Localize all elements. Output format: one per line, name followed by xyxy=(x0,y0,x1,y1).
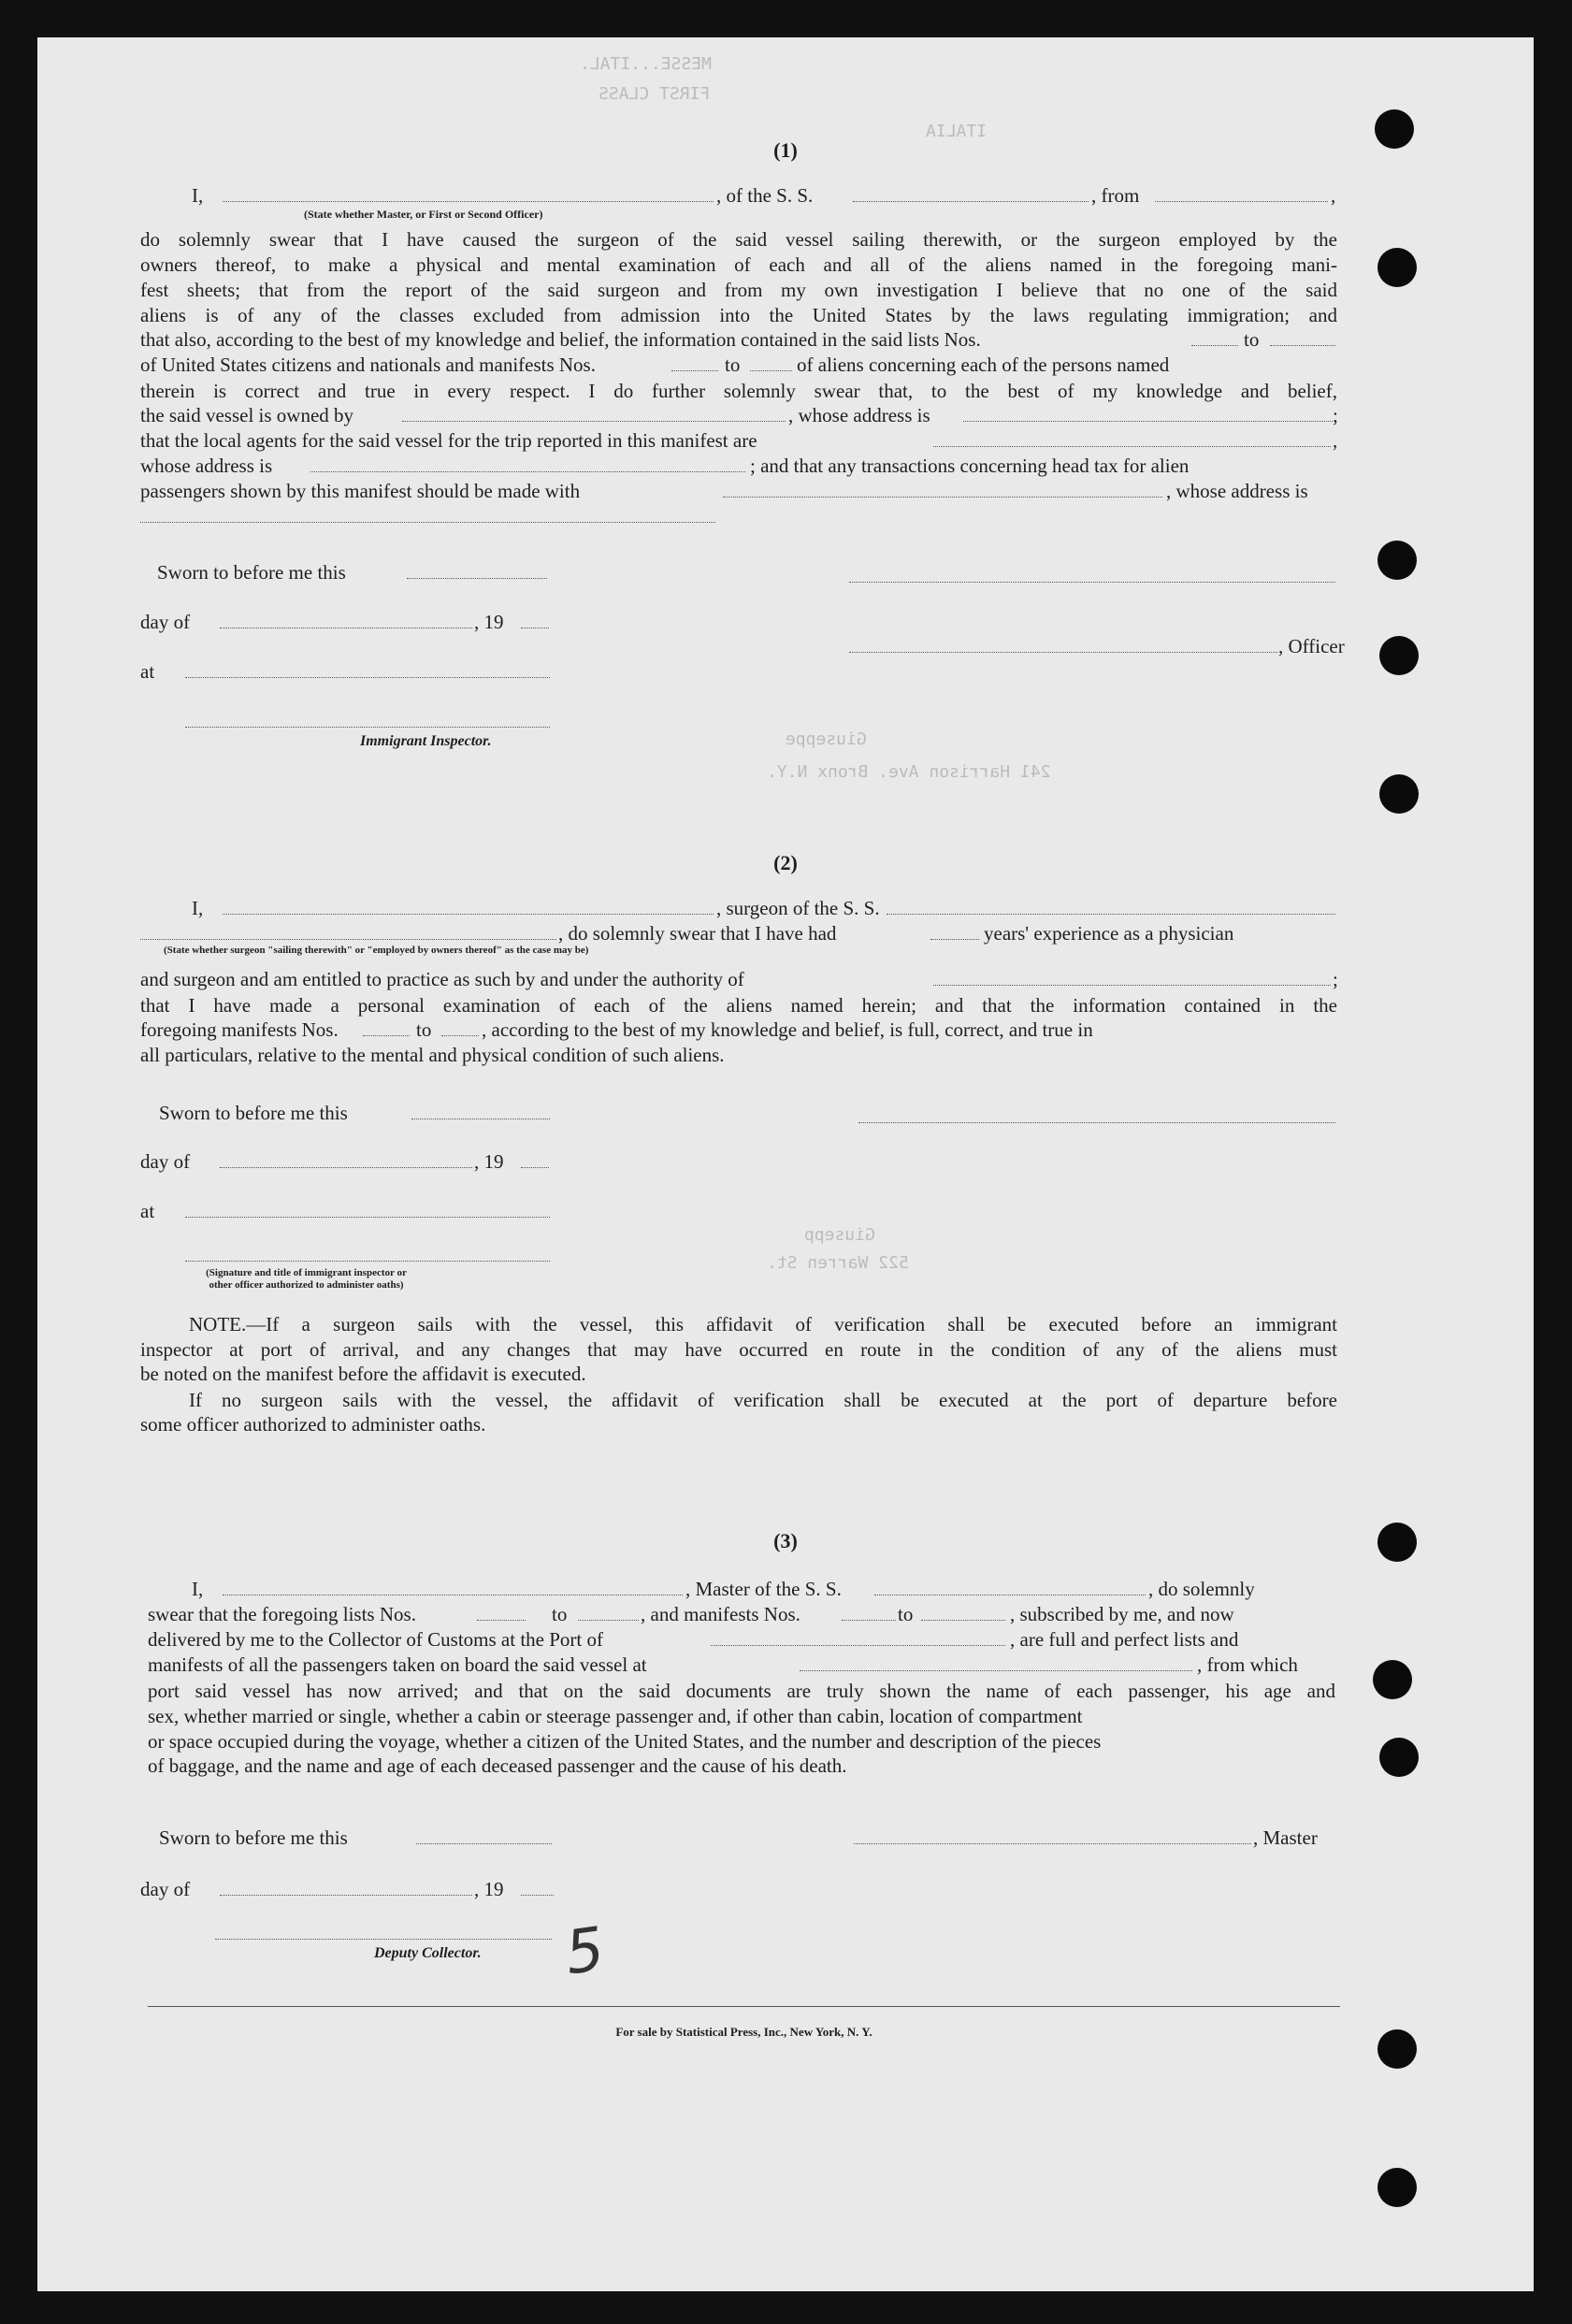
local-agents-field xyxy=(933,446,1331,447)
s1-signature-line xyxy=(849,582,1335,583)
footer-rule xyxy=(148,2006,1340,2007)
s2-surgeon-hint: (State whether surgeon "sailing therewith" or "employed by owners thereof" as the case may be) xyxy=(164,945,589,956)
officer-name-field xyxy=(223,201,714,202)
boarding-port-field xyxy=(800,1670,1192,1671)
surgeon-signature-line xyxy=(858,1122,1335,1123)
punch-hole xyxy=(1377,2029,1417,2069)
owner-field xyxy=(402,421,786,422)
punch-hole xyxy=(1377,541,1417,580)
head-tax-address-field xyxy=(140,522,715,523)
s3-paragraph: port said vessel has now arrived; and that on the said documents are truly shown the name of each passenger, his age and sex, whether married or single, whether a cabin or steerage passenger and, if other than cabin, location of compartment or space occupied during the voyage, whether a citizen of the United States, and the number and description of the pieces xyxy=(148,1680,1335,1753)
authority-field xyxy=(933,985,1331,986)
section-2-number: (2) xyxy=(773,851,798,874)
owner-address-field xyxy=(963,421,1333,422)
handwritten-page-mark: 5 xyxy=(561,1914,609,1989)
printer-footer: For sale by Statistical Press, Inc., New York, N. Y. xyxy=(615,2025,873,2039)
s2-inspector-signature-field xyxy=(185,1261,550,1262)
s2-signature-hint: (Signature and title of immigrant inspector or other officer authorized to administer oaths) xyxy=(206,1267,407,1291)
agents-address-field xyxy=(310,471,745,472)
customs-port-field xyxy=(711,1645,1005,1646)
lists-from-field xyxy=(1191,345,1238,346)
s1-from: , from xyxy=(1091,184,1140,207)
vessel-name-field xyxy=(853,201,1089,202)
manifest-affidavit-page: MESSE...ITAL. FIRST CLASS ITALIA Giuseppe 241 Harrison Ave. Bronx N.Y. Giusepp 522 Warren St. (1) I, , of the S. S. , from , (State whether Master, or First or Second Officer) do solemnly swear that I have caused the surgeon of the said vessel sailing therewith, or the surgeon employed by the owners thereof, to make a physical and mental examination of each and all of the aliens named in the foregoing mani- fest sheets; that from the report of the said surgeon and from my own investigation I believe that no one of the said aliens is of any of the classes excluded from admission into the United States by the laws regulating immigration; and that also, according to the best of my knowledge and belief, the information contained in the said lists Nos. to of United States citizens and nationals and manifests Nos. to of aliens concerning each of the persons named therein is correct and true in every respect. I do further solemnly swear that, to the best of my knowledge and belief, the said vessel is owned by , whose address is ; that the local agents for the said vessel for the trip reported in this manifest are , whose address is ; and that any transactions concerning head tax for alien passengers shown by this manifest should be made with , whose address is Sworn to before me this day of , 19 , Officer at Immigrant Inspector. (2) I, , surgeon of the S. S. , do solemnly swear that I have had years' experience as a physician (State whether surgeon "sailing therewith" or "employed by owners thereof" as the case may be) and surgeon and am entitled to practice as such by and under the authority of ; that I have made a personal examination of each of the aliens named herein; and that the information contained in the foregoing manifests Nos. to , according to the best of my knowledge and belief, is full, correct, and true in all particulars, relative to the mental and physical condition of such aliens. Sworn to before me this day of , 19 at (Signature and title of immigrant inspector or other officer authorized to administer oaths) NOTE.—If a surgeon sails with the vessel, this affidavit of verification shall be executed before an immigrant inspector at port of arrival, and any changes that may have occurred en route in the condition of any of the aliens must be noted on the manifest before the affidavit is executed. If no surgeon sails with the vessel, the affidavit of verification shall be executed at the port of departure before some officer authorized to administer oaths. (3) I, , Master of the S. S. , do solemnly swear that the foregoing lists Nos. to , and manifests Nos. to , subscribed by me, and now delivered by me to the Collector of Customs at the Port of , are full and perfect lists and manifests of all the passengers taken on board the said vessel at , from which port said vessel has now arrived; and that on the said documents are truly shown the name of each passenger, his age and sex, whether married or single, whether a cabin or steerage passenger and, if other than cabin, location of compartment or space occupied during the voyage, whether a citizen of the United States, and the number and description of the pieces of baggage, and the name and age of each deceased passenger and the cause of his death. Sworn to before me this , Master day of , 19 Deputy Collector. 5 For sale by Statistical Press, Inc., New York, N. Y. xyxy=(37,37,1534,2291)
from-port-field xyxy=(1155,201,1328,202)
years-experience-field xyxy=(930,939,979,940)
inspector-signature-field xyxy=(185,727,550,728)
s1-officer-hint: (State whether Master, or First or Second Officer) xyxy=(304,208,543,221)
collector-signature-field xyxy=(215,1939,552,1940)
manifests-from-field xyxy=(671,370,718,371)
master-signature-field xyxy=(854,1843,1251,1844)
punch-hole xyxy=(1377,2168,1417,2207)
punch-hole xyxy=(1373,1660,1412,1699)
lists-to-field xyxy=(1270,345,1335,346)
section-3-number: (3) xyxy=(773,1529,798,1552)
s1-of-ss: , of the S. S. xyxy=(716,184,814,207)
s1-paragraph: do solemnly swear that I have caused the surgeon of the said vessel sailing therewith, or the surgeon employed by the owners thereof, to make a physical and mental examination of each and all of the aliens named in the foregoing mani- fest sheets; that from the report of the said surgeon and from my own investigation I believe that no one of the said aliens is of any of the classes excluded from admission into the United States by the laws regulating immigration; and xyxy=(140,228,1337,326)
s1-sworn: Sworn to before me this xyxy=(157,561,346,584)
section-1-number: (1) xyxy=(773,138,798,162)
surgeon-name-field xyxy=(223,914,714,915)
punch-hole xyxy=(1377,248,1417,287)
note-paragraph: NOTE.—If a surgeon sails with the vessel, this affidavit of verification shall be executed before an immigrant inspector at port of arrival, and any changes that may have occurred en route in the condition of any of the aliens must xyxy=(140,1313,1337,1361)
deputy-collector-label: Deputy Collector. xyxy=(374,1945,482,1961)
s1-i: I, xyxy=(192,184,204,207)
head-tax-contact-field xyxy=(723,497,1162,498)
punch-hole xyxy=(1379,1738,1419,1777)
officer-signature-field xyxy=(849,652,1277,653)
note-paragraph-2: If no surgeon sails with the vessel, the affidavit of verification shall be executed at the port of departure before xyxy=(189,1389,1337,1411)
surgeon-type-field xyxy=(140,939,556,940)
punch-hole xyxy=(1379,774,1419,814)
punch-hole xyxy=(1379,636,1419,675)
manifests-to-field xyxy=(750,370,792,371)
s2-vessel-field xyxy=(887,914,1335,915)
immigrant-inspector-label: Immigrant Inspector. xyxy=(360,733,492,749)
